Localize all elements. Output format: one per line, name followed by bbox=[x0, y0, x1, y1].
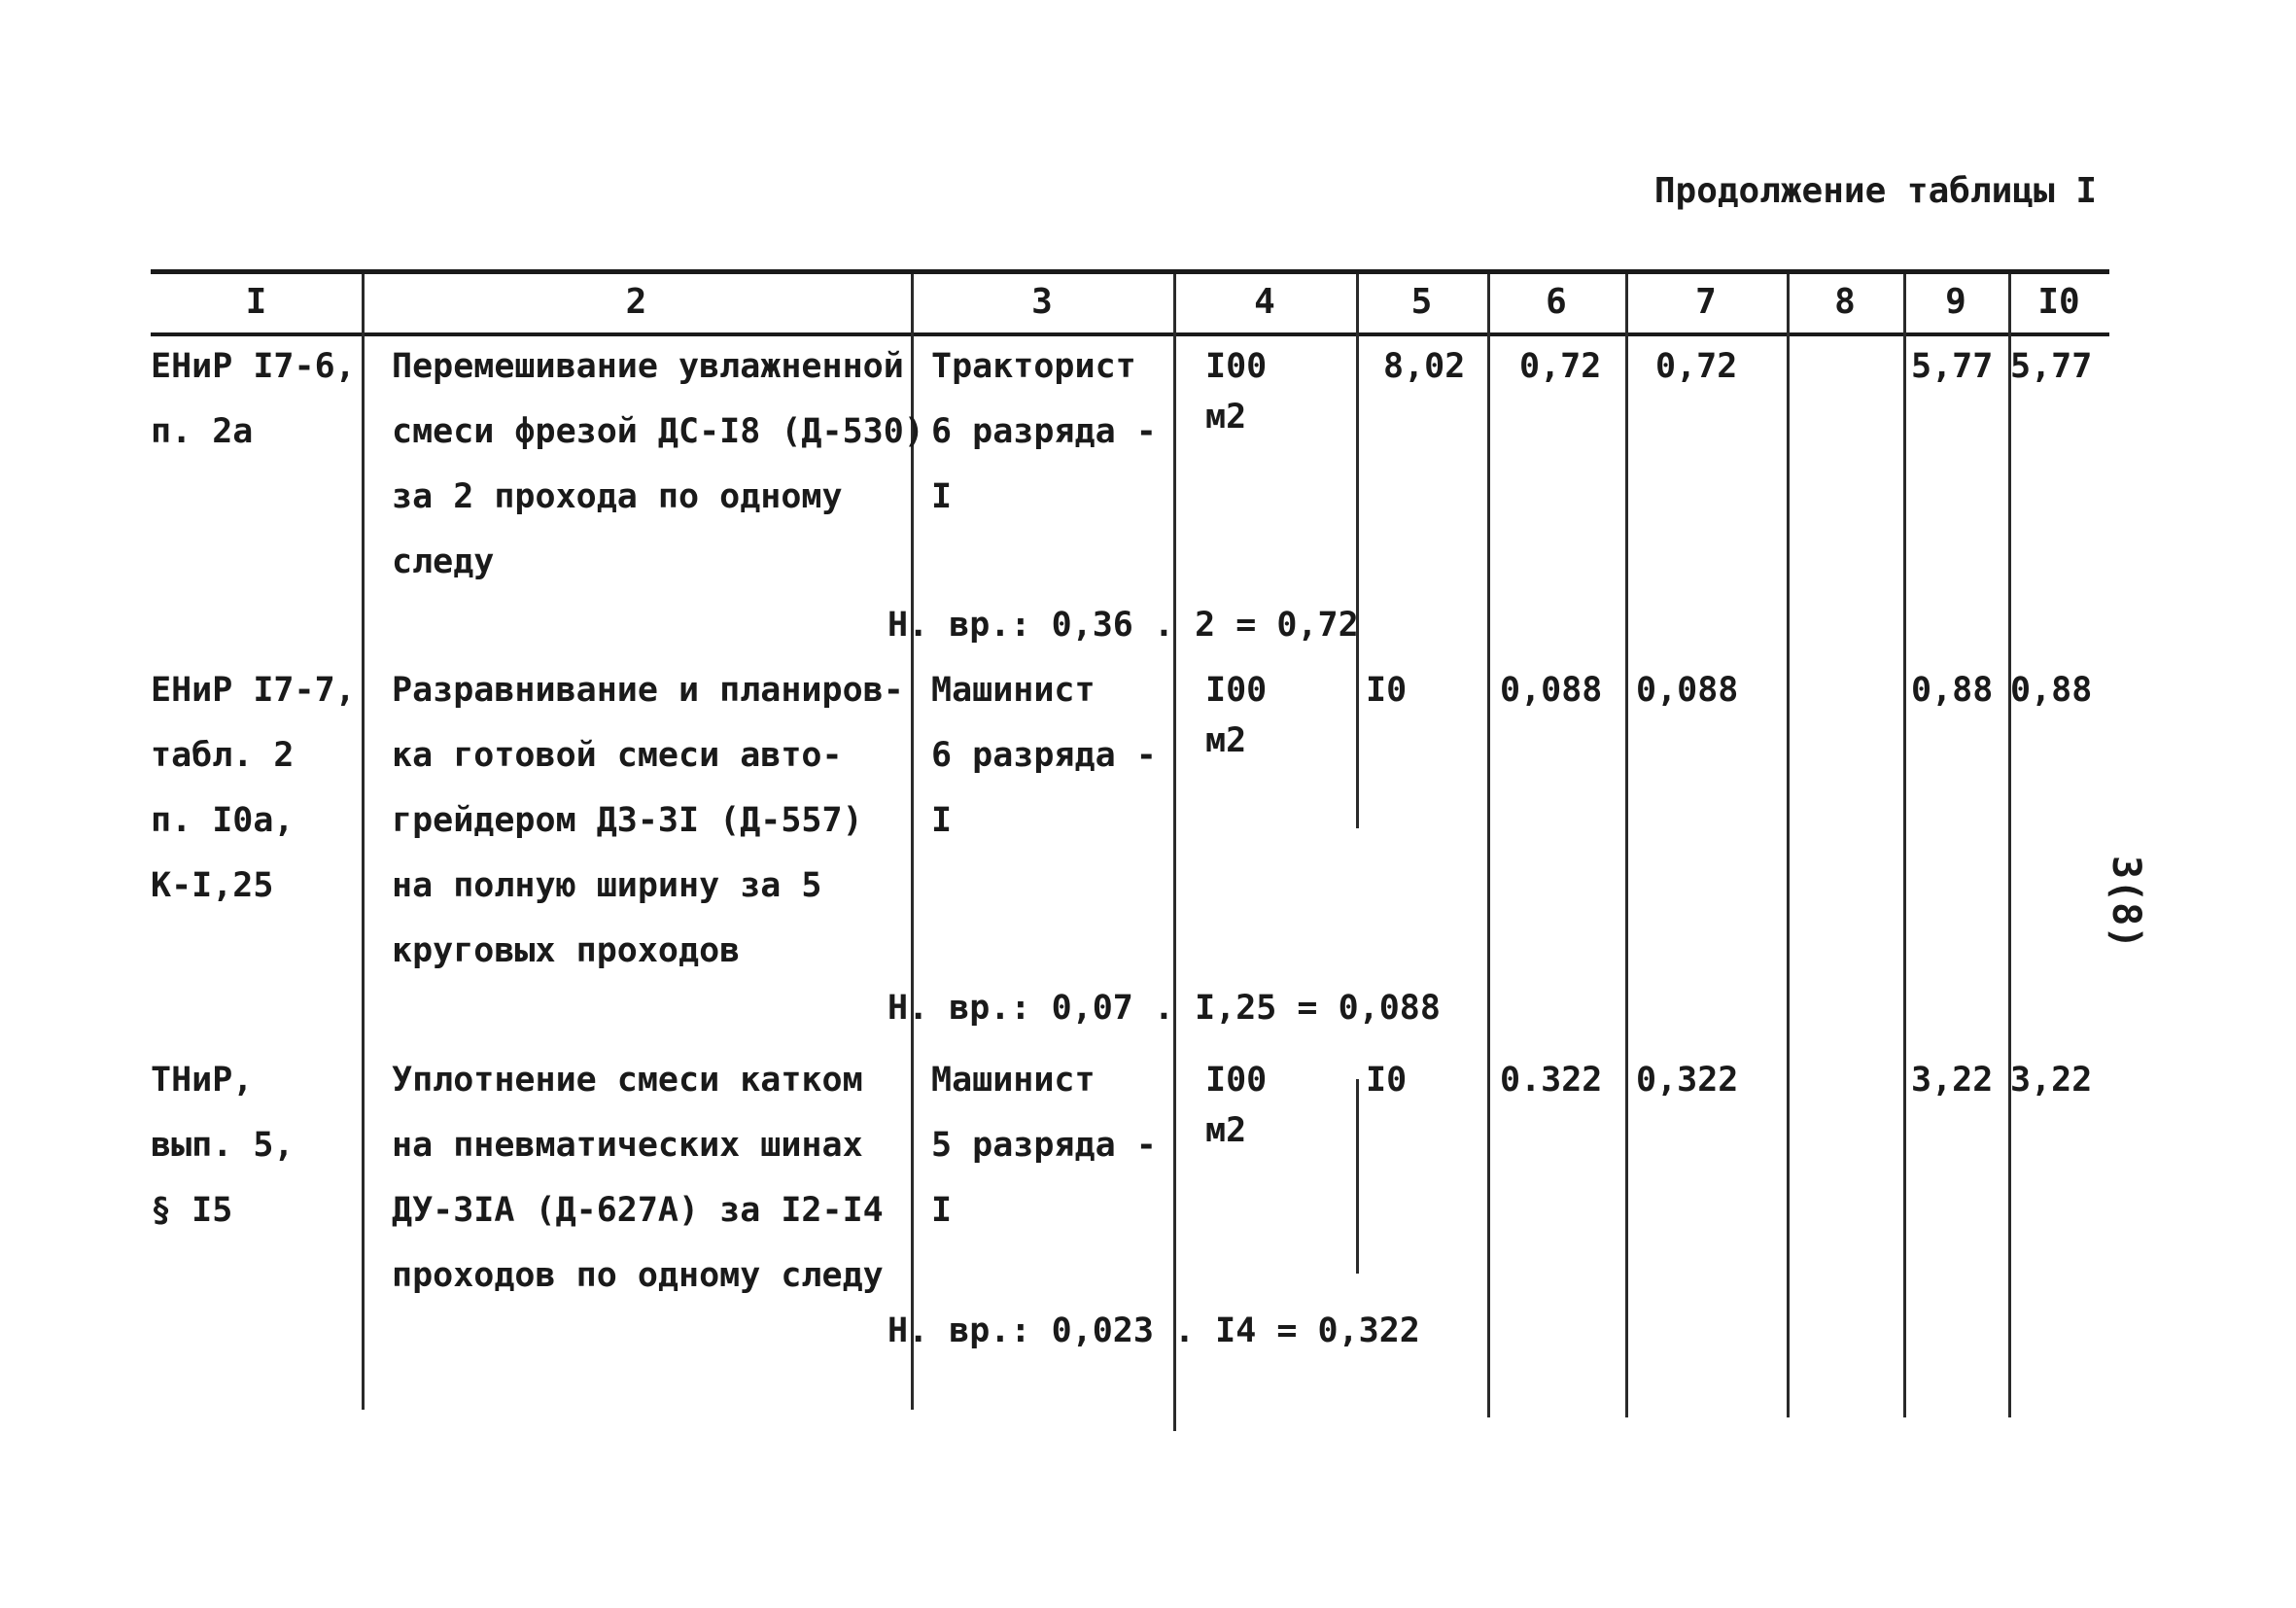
row-code-line: ТНиР, bbox=[151, 1061, 254, 1100]
row-code-line: п. 2а bbox=[151, 412, 254, 451]
table-header-rule bbox=[151, 332, 2109, 336]
row-unit-line: м2 bbox=[1205, 1111, 1247, 1150]
row-formula: Н. вр.: 0,36 . 2 = 0,72 bbox=[887, 606, 1359, 645]
row-code-line: п. I0а, bbox=[151, 801, 295, 840]
table-top-rule bbox=[151, 269, 2109, 274]
row-staff-line: 6 разряда - bbox=[931, 412, 1157, 451]
row-unit-line: м2 bbox=[1205, 398, 1247, 437]
row-work-line: смеси фрезой ДС-I8 (Д-530) bbox=[392, 412, 924, 451]
row-value-col7: 0,72 bbox=[1655, 347, 1738, 386]
row-value-col5: I0 bbox=[1366, 671, 1408, 710]
row-unit-line: I00 bbox=[1205, 1061, 1268, 1100]
col-header: 8 bbox=[1834, 282, 1856, 322]
col-header: 4 bbox=[1254, 282, 1275, 322]
row-staff-line: Машинист bbox=[931, 1061, 1096, 1100]
row-value-col7: 0,088 bbox=[1636, 671, 1739, 710]
row-value-col10: 3,22 bbox=[2010, 1061, 2093, 1100]
row-value-col9: 0,88 bbox=[1911, 671, 1994, 710]
col-divider bbox=[2008, 274, 2011, 1417]
row-work-line: на пневматических шинах bbox=[392, 1126, 863, 1165]
row-value-col5: 8,02 bbox=[1383, 347, 1466, 386]
row-staff-line: I bbox=[931, 1191, 953, 1230]
col-divider bbox=[1625, 274, 1628, 1417]
row-code-line: § I5 bbox=[151, 1191, 233, 1230]
row-work-line: Перемешивание увлажненной bbox=[392, 347, 904, 386]
row-value-col6: 0,72 bbox=[1519, 347, 1602, 386]
col-divider bbox=[1356, 274, 1359, 828]
row-staff-line: I bbox=[931, 801, 953, 840]
row-value-col7: 0,322 bbox=[1636, 1061, 1739, 1100]
table-caption: Продолжение таблицы I bbox=[1653, 171, 2097, 211]
col-divider bbox=[1487, 274, 1490, 1417]
col-header: I bbox=[245, 282, 267, 322]
row-code-line: вып. 5, bbox=[151, 1126, 295, 1165]
row-unit-line: I00 bbox=[1205, 671, 1268, 710]
col-divider bbox=[1787, 274, 1790, 1417]
col-header: 2 bbox=[625, 282, 647, 322]
col-header: 7 bbox=[1695, 282, 1717, 322]
row-unit-line: м2 bbox=[1205, 721, 1247, 760]
row-code-line: К-I,25 bbox=[151, 866, 274, 905]
row-work-line: грейдером ДЗ-3I (Д-557) bbox=[392, 801, 863, 840]
row-value-col5: I0 bbox=[1366, 1061, 1408, 1100]
row-value-col6: 0,088 bbox=[1500, 671, 1603, 710]
col-divider bbox=[362, 274, 365, 1410]
col-header: 6 bbox=[1546, 282, 1567, 322]
row-work-line: на полную ширину за 5 bbox=[392, 866, 822, 905]
row-work-line: ДУ-3IА (Д-627А) за I2-I4 bbox=[392, 1191, 884, 1230]
col-divider bbox=[1903, 274, 1906, 1417]
row-formula: Н. вр.: 0,07 . I,25 = 0,088 bbox=[887, 989, 1441, 1028]
row-unit-line: I00 bbox=[1205, 347, 1268, 386]
row-formula: Н. вр.: 0,023 . I4 = 0,322 bbox=[887, 1311, 1420, 1350]
row-value-col9: 3,22 bbox=[1911, 1061, 1994, 1100]
row-value-col9: 5,77 bbox=[1911, 347, 1994, 386]
row-work-line: проходов по одному следу bbox=[392, 1256, 884, 1295]
row-work-line: Разравнивание и планиров- bbox=[392, 671, 904, 710]
row-staff-line: I bbox=[931, 477, 953, 516]
row-staff-line: 5 разряда - bbox=[931, 1126, 1157, 1165]
row-staff-line: Машинист bbox=[931, 671, 1096, 710]
col-header: I0 bbox=[2037, 282, 2080, 322]
row-value-col10: 0,88 bbox=[2010, 671, 2093, 710]
row-work-line: Уплотнение смеси катком bbox=[392, 1061, 863, 1100]
row-work-line: следу bbox=[392, 542, 495, 581]
col-header: 9 bbox=[1945, 282, 1966, 322]
page-side-mark: 3(8) bbox=[2104, 856, 2148, 950]
row-work-line: ка готовой смеси авто- bbox=[392, 736, 843, 775]
row-value-col6: 0.322 bbox=[1500, 1061, 1603, 1100]
row-work-line: круговых проходов bbox=[392, 931, 741, 970]
row-staff-line: 6 разряда - bbox=[931, 736, 1157, 775]
row-code-line: табл. 2 bbox=[151, 736, 295, 775]
row-value-col10: 5,77 bbox=[2010, 347, 2093, 386]
row-work-line: за 2 прохода по одному bbox=[392, 477, 843, 516]
row-staff-line: Тракторист bbox=[931, 347, 1136, 386]
col-divider bbox=[1356, 1079, 1359, 1274]
col-header: 3 bbox=[1031, 282, 1053, 322]
col-divider bbox=[1173, 274, 1176, 1431]
col-header: 5 bbox=[1410, 282, 1433, 322]
row-code-line: ЕНиР I7-7, bbox=[151, 671, 356, 710]
row-code-line: ЕНиР I7-6, bbox=[151, 347, 356, 386]
